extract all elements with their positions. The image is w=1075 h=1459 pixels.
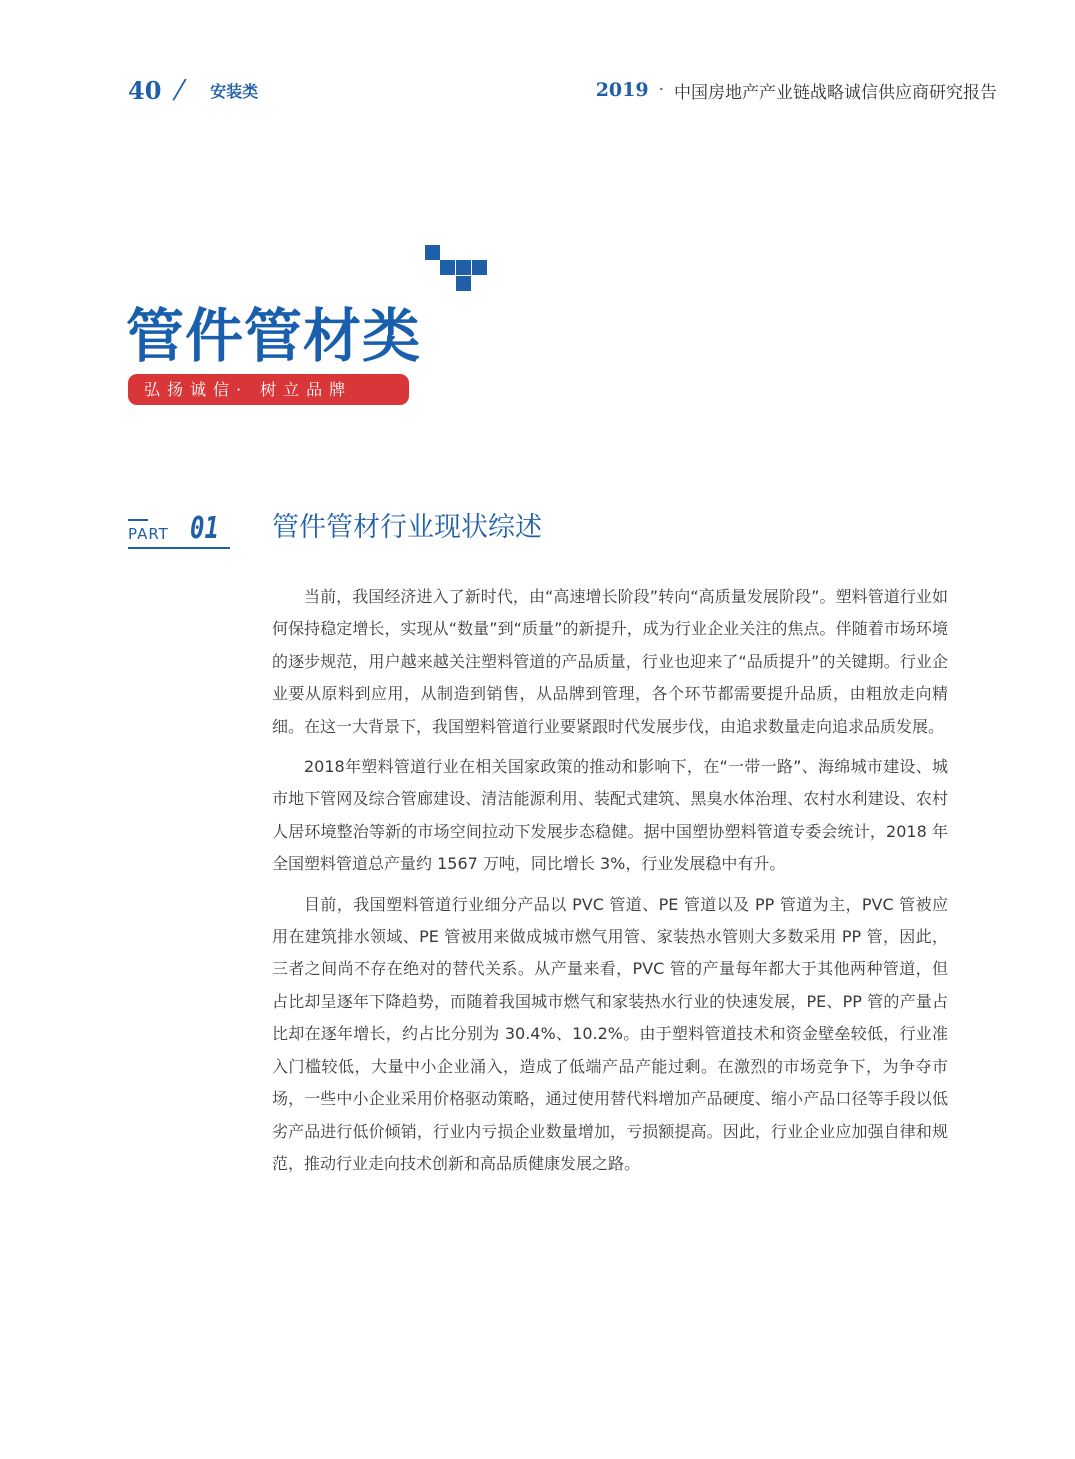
paragraph: 2018年塑料管道行业在相关国家政策的推动和影响下，在“一带一路”、海绵城市建设、城市地下管网及综合管廊建设、清洁能源利用、装配式建筑、黑臭水体治理、农村水利建设、农村人居环境整治等新的市场空间拉动下发展步态稳健。据中国塑协塑料管道专委会统计，2018 年全国塑料管道总产量约 1567 万吨，同比增长 3%，行业发展稳中有升。 <box>272 757 948 874</box>
section-tag: 安装类 <box>210 81 259 101</box>
slogan-bar: 弘扬诚信· 树立品牌 <box>128 374 409 405</box>
header-left <box>128 74 258 106</box>
category-title: 管件管材类 <box>126 302 422 370</box>
part-label: PART <box>128 525 169 543</box>
part-marker <box>128 511 230 549</box>
part-topline <box>128 519 148 521</box>
page-number: 40 <box>128 75 162 105</box>
pixel-square <box>472 260 487 275</box>
header-slash: / <box>171 75 189 105</box>
report-title: 中国房地产产业链战略诚信供应商研究报告 <box>674 82 997 103</box>
body-text <box>272 581 948 1188</box>
pixel-decoration-icon <box>425 245 487 292</box>
pixel-square <box>440 260 455 275</box>
part-number: 01 <box>190 511 219 546</box>
header-dot: · <box>658 80 664 100</box>
paragraph: 当前，我国经济进入了新时代，由“高速增长阶段”转向“高质量发展阶段”。塑料管道行业如何保持稳定增长，实现从“数量”到“质量”的新提升，成为行业企业关注的焦点。伴随着市场环境的逐步规范，用户越来越关注塑料管道的产品质量，行业也迎来了“品质提升”的关键期。行业企业要从原料到应用，从制造到销售，从品牌到管理，各个环节都需要提升品质，由粗放走向精细。在这一大背景下，我国塑料管道行业要紧跟时代发展步伐，由追求数量走向追求品质发展。 <box>272 587 948 736</box>
header-year: 2019 <box>595 79 649 101</box>
pixel-square <box>456 276 471 291</box>
header-right <box>596 76 997 104</box>
pixel-square <box>425 245 440 260</box>
part-heading: 管件管材行业现状综述 <box>272 512 542 543</box>
paragraph: 目前，我国塑料管道行业细分产品以 PVC 管道、PE 管道以及 PP 管道为主，PVC 管被应用在建筑排水领域、PE 管被用来做成城市燃气用管、家装热水管则大多数采用 PP 管，因此，三者之间尚不存在绝对的替代关系。从产量来看，PVC 管的产量每年都大于其他两种管道，但占比却呈逐年下降趋势，而随着我国城市燃气和家装热水行业的快速发展，PE、PP 管的产量占比却在逐年增长，约占比分别为 30.4%、10.2%。由于塑料管道技术和资金壁垒较低，行业准入门槛较低，大量中小企业涌入，造成了低端产品产能过剩。在激烈的市场竞争下，为争夺市场，一些中小企业采用价格驱动策略，通过使用替代料增加产品硬度、缩小产品口径等手段以低劣产品进行低价倾销，行业内亏损企业数量增加，亏损额提高。因此，行业企业应加强自律和规范，推动行业走向技术创新和高品质健康发展之路。 <box>272 894 948 1173</box>
pixel-square <box>456 260 471 275</box>
